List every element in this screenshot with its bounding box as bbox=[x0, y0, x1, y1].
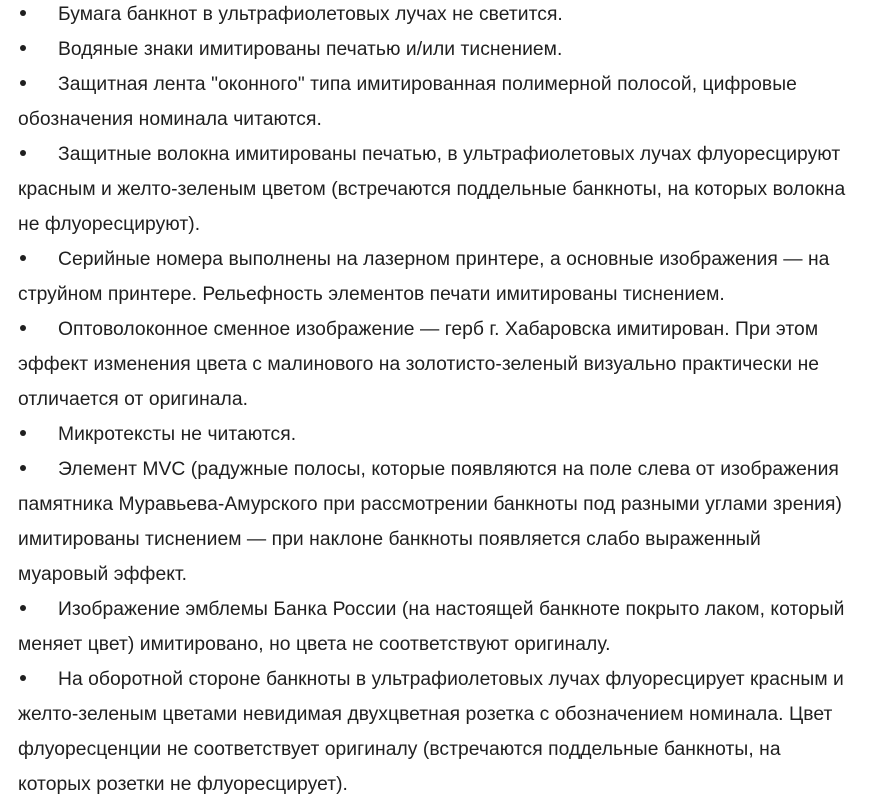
list-item bbox=[18, 32, 848, 67]
list-item bbox=[18, 592, 848, 662]
bullet-icon bbox=[18, 242, 58, 277]
bullet-icon bbox=[18, 312, 58, 347]
bullet-icon bbox=[18, 67, 58, 102]
list-item-text: Микротексты не читаются. bbox=[58, 424, 297, 445]
bullet-icon bbox=[18, 0, 58, 32]
list-item-text: Изображение эмблемы Банка России (на настоящей банкноте покрыто лаком, который меняет цвет) имитировано, но цвета не соответствуют оригиналу. bbox=[18, 599, 845, 655]
list-item-text: Элемент MVC (радужные полосы, которые появляются на поле слева от изображения памятника Муравьева-Амурского при рассмотрении банкноты под разными углами зрения) имитированы тиснением — при наклоне банкноты появляется слабо выраженный муаровый эффект. bbox=[18, 459, 842, 585]
bullet-icon bbox=[18, 32, 58, 67]
list-item-text: Защитная лента "оконного" типа имитированная полимерной полосой, цифровые обозначения номинала читаются. bbox=[18, 74, 797, 130]
list-item-text: Защитные волокна имитированы печатью, в ультрафиолетовых лучах флуоресцируют красным и желто-зеленым цветом (встречаются поддельные банкноты, на которых волокна не флуоресцируют). bbox=[18, 144, 846, 235]
bullet-icon bbox=[18, 137, 58, 172]
bullet-icon bbox=[18, 452, 58, 487]
list-item bbox=[18, 242, 848, 312]
list-item-text: Серийные номера выполнены на лазерном принтере, а основные изображения — на струйном принтере. Рельефность элементов печати имитированы тиснением. bbox=[18, 249, 830, 305]
list-item bbox=[18, 67, 848, 137]
list-item-text: Водяные знаки имитированы печатью и/или тиснением. bbox=[58, 39, 563, 60]
bullet-list bbox=[18, 0, 848, 802]
list-item bbox=[18, 137, 848, 242]
bullet-icon bbox=[18, 417, 58, 452]
list-item bbox=[18, 417, 848, 452]
bullet-icon bbox=[18, 592, 58, 627]
list-item-text: На оборотной стороне банкноты в ультрафиолетовых лучах флуоресцирует красным и желто-зеленым цветами невидимая двухцветная розетка с обозначением номинала. Цвет флуоресценции не соответствует оригиналу (встречаются поддельные банкноты, на которых розетки не флуоресцирует). bbox=[18, 669, 844, 795]
list-item bbox=[18, 662, 848, 802]
list-item-text: Оптоволоконное сменное изображение — герб г. Хабаровска имитирован. При этом эффект изменения цвета с малинового на золотисто-зеленый визуально практически не отличается от оригинала. bbox=[18, 319, 820, 410]
list-item bbox=[18, 0, 848, 32]
list-item-text: Бумага банкнот в ультрафиолетовых лучах не светится. bbox=[58, 4, 563, 25]
list-item bbox=[18, 452, 848, 592]
bullet-icon bbox=[18, 662, 58, 697]
list-item bbox=[18, 312, 848, 417]
